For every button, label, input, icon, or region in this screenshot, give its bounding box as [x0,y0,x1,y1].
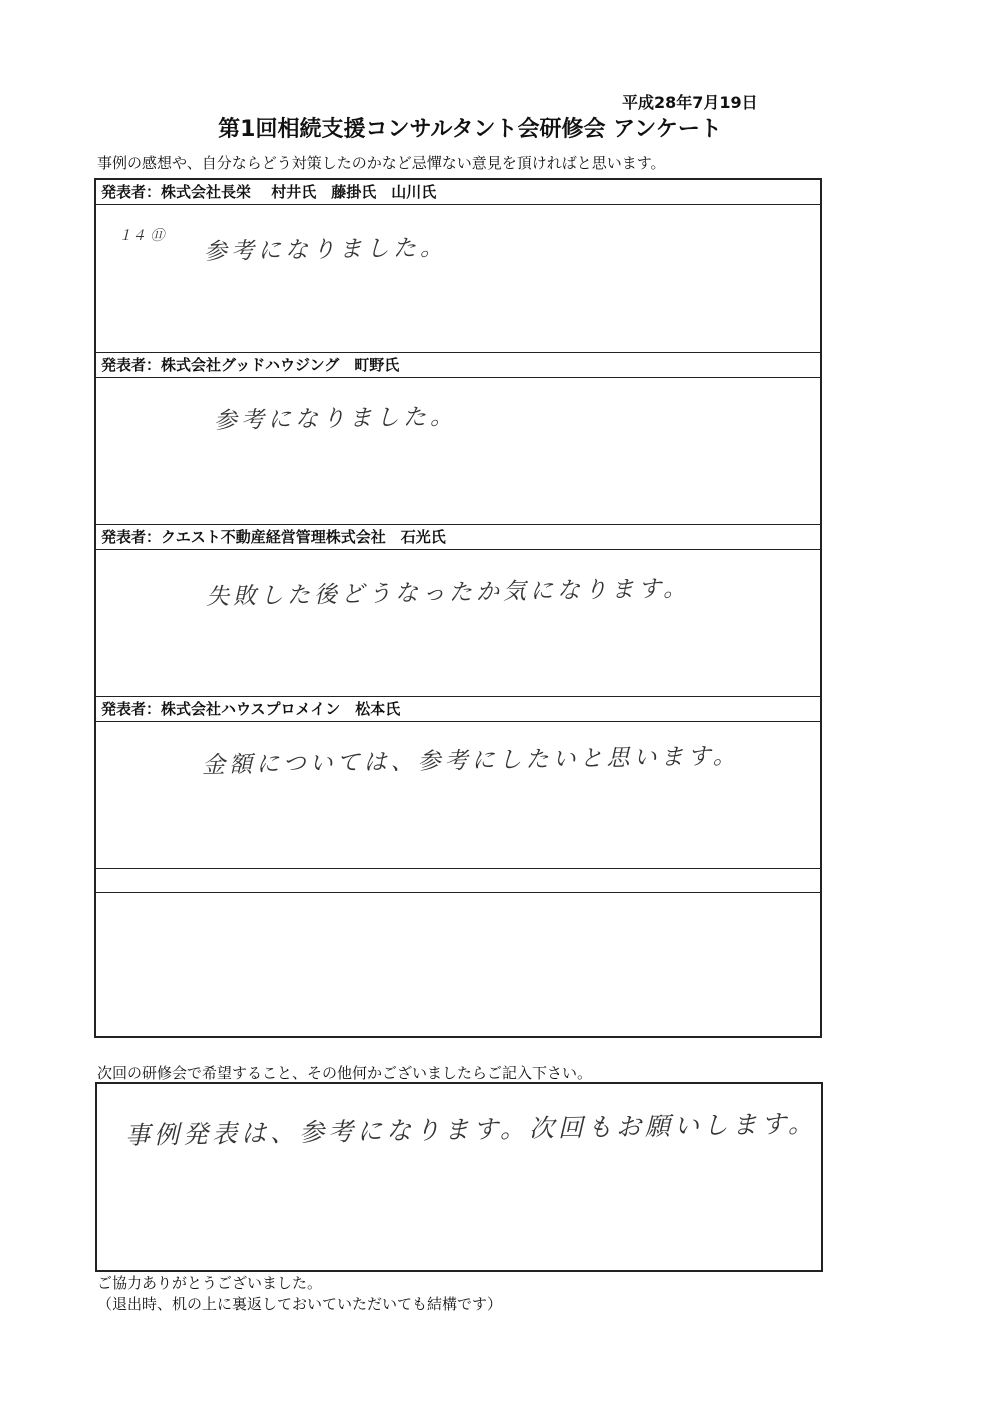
section-header-3: 発表者：クエスト不動産経営管理株式会社 石光氏 [96,525,820,550]
return-note: （退出時、机の上に裏返しておいていただいても結構です） [97,1295,503,1313]
feedback-table [94,178,822,1038]
section-header-1: 発表者：株式会社長栄 村井氏 藤掛氏 山川氏 [96,180,820,205]
feedback-section-4 [96,696,820,868]
feedback-section-5 [96,868,820,1036]
section-header-5 [96,869,820,893]
thanks-message: ご協力ありがとうございました。 [97,1274,323,1292]
next-session-label: 次回の研修会で希望すること、その他何かございましたらご記入下さい。 [97,1064,593,1082]
handwritten-answer-2: 参考になりました。 [213,403,458,435]
feedback-section-1 [96,180,820,352]
section-header-2: 発表者：株式会社グッドハウジング 町野氏 [96,353,820,378]
survey-date: 平成28年7月19日 [622,93,758,112]
survey-title: 第1回相続支援コンサルタント会研修会 アンケート [218,117,722,142]
section-header-4: 発表者：株式会社ハウスプロメイン 松本氏 [96,697,820,722]
handwritten-next-session-answer: 事例発表は、参考になります。次回もお願いします。 [124,1108,818,1151]
feedback-section-2 [96,352,820,524]
feedback-section-3 [96,524,820,696]
handwritten-answer-4: 金額については、参考にしたいと思います。 [201,743,740,779]
next-session-answer-box [95,1082,823,1272]
survey-instruction: 事例の感想や、自分ならどう対策したのかなど忌憚ない意見を頂ければと思います。 [97,154,666,172]
handwritten-answer-3: 失敗した後どうなったか気になります。 [205,575,691,611]
handwritten-answer-1: 参考になりました。 [203,234,448,266]
handwritten-note-1: １４ ⑪ [118,228,165,244]
